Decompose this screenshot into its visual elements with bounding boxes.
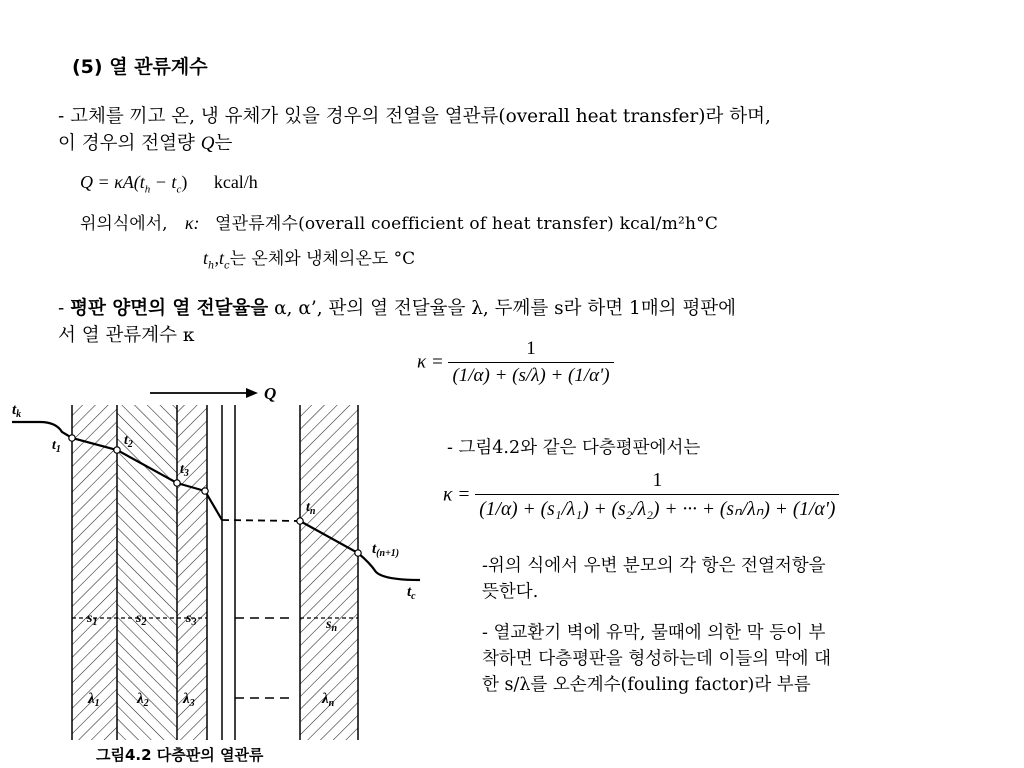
label-lambda2: $\lambda_2$ — [137, 691, 149, 709]
temps-sub-h: h — [208, 260, 215, 272]
heat-quantity-var: Q — [200, 133, 215, 154]
label-s3: $s_3$ — [186, 611, 197, 628]
layer-n-hatch — [300, 405, 358, 740]
plate-line-1-post: α, α’, 판의 열 전달율을 λ, 두께를 s라 하면 1매의 평판에 — [268, 298, 737, 319]
heat-flow-arrowhead — [246, 388, 258, 398]
formula1-close: ) — [181, 172, 188, 192]
intro-line-2-post: 는 — [214, 133, 233, 154]
formula3-numerator: 1 — [652, 470, 663, 491]
formula1-mid: − t — [150, 172, 177, 192]
kappa-description: 열관류계수(overall coefficient of heat transfer) kcal/m²h°C — [214, 214, 719, 234]
multi-layer-formula — [443, 470, 839, 521]
label-tn1: $t_{(n+1)}$ — [372, 541, 400, 559]
formula2-numerator: 1 — [526, 338, 536, 359]
label-tc: $t_c$ — [407, 584, 416, 602]
note-1-line-1: -위의 식에서 우변 분모의 각 항은 전열저항을 — [482, 556, 826, 576]
formula2-lhs: κ = — [417, 351, 444, 373]
layer-1-hatch — [72, 405, 117, 740]
multilayer-plate-figure — [0, 360, 440, 740]
temperature-profile-gap — [222, 520, 300, 521]
formula2-fraction — [448, 338, 613, 387]
figure-caption: 그림4.2 다층판의 열관류 — [96, 746, 264, 764]
intro-line-1: - 고체를 끼고 온, 냉 유체가 있을 경우의 전열을 열관류(overall heat transfer)라 하며, — [58, 106, 771, 127]
plate-line-2: 서 열 관류계수 κ — [58, 325, 195, 346]
label-tn: $t_n$ — [306, 500, 316, 517]
label-t1: $t_1$ — [52, 438, 61, 455]
plate-line-1-bold: 평판 양면의 열 전달율을 — [70, 298, 269, 319]
note-2-line-2: 착하면 다층평판을 형성하는데 이들의 막에 대 — [482, 649, 832, 669]
formula3-lhs: κ = — [443, 484, 471, 506]
temps-comma: ,t — [214, 248, 224, 268]
note-1 — [482, 553, 826, 605]
where-temps-line — [203, 244, 415, 271]
label-th: $t_k$ — [12, 402, 22, 420]
layer-3-hatch — [177, 405, 207, 740]
formula1-unit: kcal/h — [213, 172, 258, 192]
heat-transfer-formula — [80, 172, 258, 196]
note-2-line-1: - 열교환기 벽에 유막, 물때에 의한 막 등이 부 — [482, 623, 826, 643]
label-s2: $s_2$ — [136, 611, 147, 628]
note-1-line-2: 뜻한다. — [482, 582, 539, 602]
label-s1: $s_1$ — [87, 611, 98, 628]
formula3-denominator: (1/α) + (s₁/λ₁) + (s₂/λ₂) + ··· + (sₙ/λₙ) + (1/α') — [475, 494, 839, 521]
intro-line-2-pre: 이 경우의 전열량 — [58, 133, 201, 154]
formula1-sub-c: c — [176, 183, 182, 196]
formula1-lhs: Q = κA(t — [80, 172, 145, 192]
intro-line-2 — [58, 130, 232, 157]
kappa-symbol: κ: — [184, 213, 200, 233]
temps-description: 는 온체와 냉체의온도 °C — [229, 249, 416, 269]
note-2 — [482, 620, 831, 698]
label-lambda3: $\lambda_3$ — [183, 691, 195, 709]
section-title: (5) 열 관류계수 — [72, 56, 208, 78]
formula1-sub-h: h — [144, 183, 151, 196]
label-t3: $t_3$ — [180, 462, 189, 479]
label-lambdan: $\lambda_n$ — [322, 691, 335, 709]
formula3-fraction — [475, 470, 839, 521]
multi-layer-text: - 그림4.2와 같은 다층평판에서는 — [447, 438, 701, 458]
temps-var: t — [203, 248, 209, 268]
single-plate-formula — [417, 338, 614, 387]
note-2-line-3: 한 s/λ를 오손계수(fouling factor)라 부름 — [482, 675, 811, 695]
where-kappa-line — [80, 209, 718, 234]
plate-line-1 — [58, 295, 736, 322]
label-sn: $s_n$ — [326, 617, 338, 634]
heat-flow-label: Q — [264, 384, 277, 403]
label-t2: $t_2$ — [124, 433, 133, 450]
where-label: 위의식에서, — [80, 214, 168, 234]
temps-sub-c: c — [223, 260, 230, 272]
label-lambda1: $\lambda_1$ — [88, 691, 100, 709]
plate-line-1-pre: - — [58, 298, 71, 319]
formula2-denominator: (1/α) + (s/λ) + (1/α') — [448, 362, 613, 387]
